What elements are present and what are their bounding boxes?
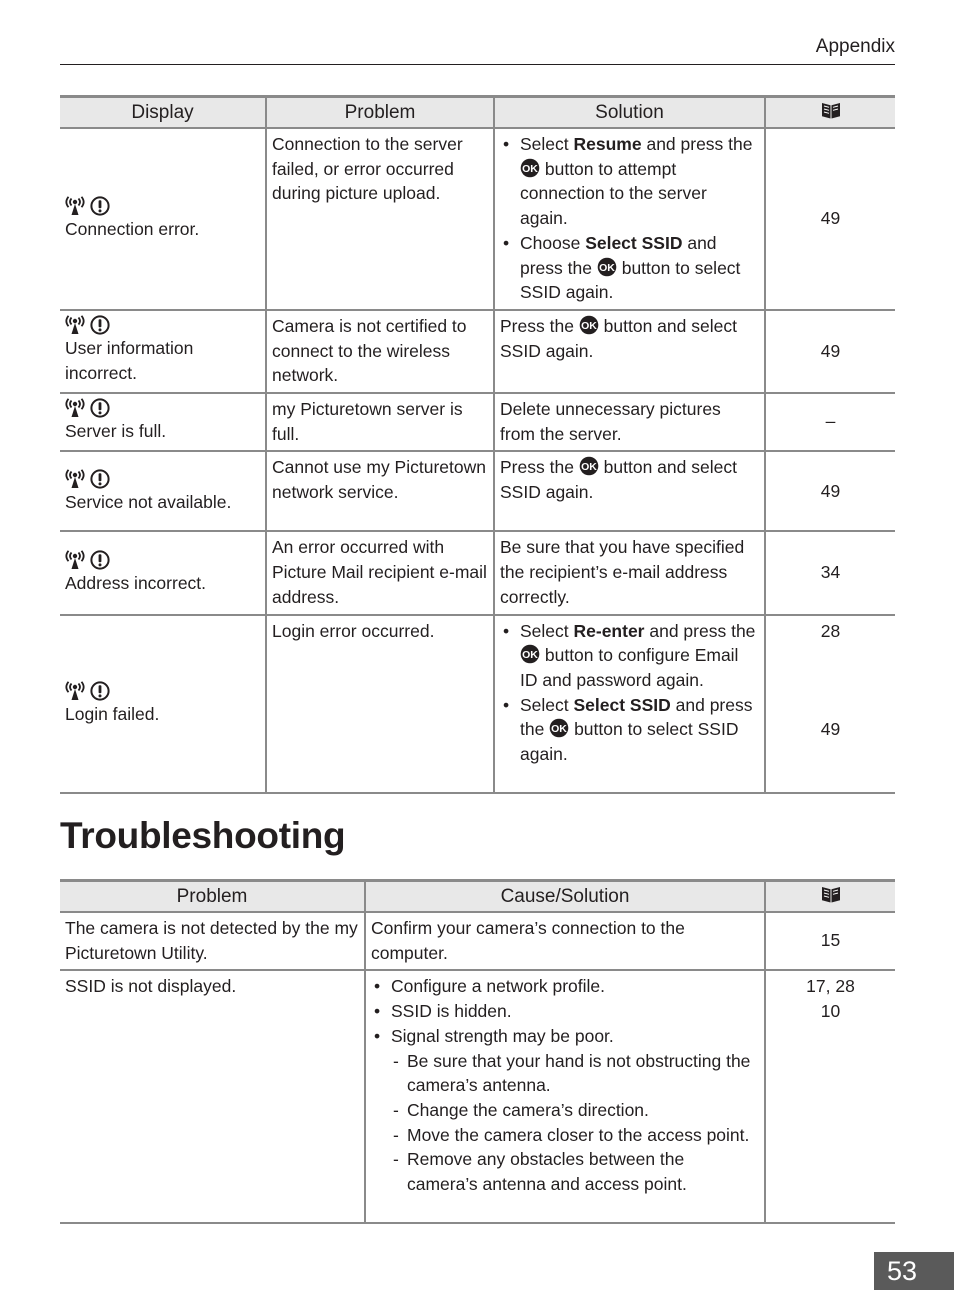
display-cell bbox=[60, 393, 266, 451]
problem-column-header: Problem bbox=[266, 97, 494, 129]
display-message: Server is full. bbox=[65, 421, 167, 442]
error-messages-table bbox=[60, 95, 895, 794]
solution-cell: Press the button and select SSID again. bbox=[494, 310, 765, 393]
wireless-antenna-icon bbox=[65, 469, 85, 489]
table-row bbox=[60, 912, 895, 970]
table-row bbox=[60, 970, 895, 1223]
table-row bbox=[60, 310, 895, 393]
solution-cell bbox=[494, 615, 765, 793]
problem-cell: Cannot use my Picturetown network service. bbox=[266, 451, 494, 531]
section-title: Troubleshooting bbox=[60, 815, 346, 856]
ok-button-icon bbox=[549, 718, 569, 738]
page-reference-cell bbox=[765, 615, 895, 793]
exclamation-circle-icon bbox=[90, 681, 110, 701]
list-item: • Configure a network profile. bbox=[371, 974, 759, 999]
list-item: • Select Re-enter and press the button to configure Email ID and password again. bbox=[500, 619, 759, 693]
sub-list-item: - Move the camera closer to the access point. bbox=[391, 1123, 759, 1148]
table-row bbox=[60, 451, 895, 531]
menu-option-label: Resume bbox=[573, 134, 642, 154]
list-item: • Select Resume and press the button to attempt connection to the server again. bbox=[500, 132, 759, 231]
solution-cell bbox=[365, 970, 765, 1223]
table-header-row bbox=[60, 881, 895, 913]
problem-cell: An error occurred with Picture Mail recipient e-mail address. bbox=[266, 531, 494, 614]
page-reference: – bbox=[765, 393, 895, 451]
problem-cell: my Picturetown server is full. bbox=[266, 393, 494, 451]
solution-cell: Press the button and select SSID again. bbox=[494, 451, 765, 531]
display-cell bbox=[60, 310, 266, 393]
display-cell bbox=[60, 531, 266, 614]
display-cell bbox=[60, 615, 266, 793]
display-message: Service not available. bbox=[65, 491, 232, 512]
page-reference: 49 bbox=[765, 451, 895, 531]
exclamation-circle-icon bbox=[90, 398, 110, 418]
status-icons bbox=[65, 314, 260, 336]
wireless-antenna-icon bbox=[65, 196, 85, 216]
page-header bbox=[60, 33, 895, 65]
solution-column-header: Solution bbox=[494, 97, 765, 129]
display-cell bbox=[60, 128, 266, 310]
exclamation-circle-icon bbox=[90, 469, 110, 489]
exclamation-circle-icon bbox=[90, 315, 110, 335]
exclamation-circle-icon bbox=[90, 550, 110, 570]
display-message: Connection error. bbox=[65, 219, 200, 240]
status-icons bbox=[65, 549, 260, 571]
page-reference-column-header bbox=[765, 97, 895, 129]
exclamation-circle-icon bbox=[90, 196, 110, 216]
book-reference-icon bbox=[821, 100, 841, 120]
sub-list-item: - Change the camera’s direction. bbox=[391, 1098, 759, 1123]
solution-cell bbox=[494, 128, 765, 310]
page-reference: 34 bbox=[765, 531, 895, 614]
display-message: Address incorrect. bbox=[65, 573, 207, 594]
problem-cell: Connection to the server failed, or error occurred during picture upload. bbox=[266, 128, 494, 310]
problem-cell: SSID is not displayed. bbox=[60, 970, 365, 1223]
list-item: • Signal strength may be poor. - Be sure that your hand is not obstructing the camera’s antenna. - Change the camera’s direction. - Move the camera closer to the access point. - Remove any obstacles between the camera’s antenna and access point. bbox=[371, 1024, 759, 1197]
solution-cell: Delete unnecessary pictures from the server. bbox=[494, 393, 765, 451]
page-reference-cell bbox=[765, 970, 895, 1223]
list-item: • Choose Select SSID and press the button to select SSID again. bbox=[500, 231, 759, 305]
page-reference: 17, 28 bbox=[806, 976, 855, 997]
menu-option-label: Select SSID bbox=[585, 232, 683, 253]
problem-cell: Login error occurred. bbox=[266, 615, 494, 793]
page-reference: 49 bbox=[765, 310, 895, 393]
ok-button-icon bbox=[579, 456, 599, 476]
ok-button-icon bbox=[597, 257, 617, 277]
menu-option-label: Re-enter bbox=[573, 620, 645, 641]
list-item: • Select Select SSID and press the button to select SSID again. bbox=[500, 693, 759, 767]
table-row bbox=[60, 615, 895, 793]
display-column-header: Display bbox=[60, 97, 266, 129]
problem-cell: The camera is not detected by the my Picturetown Utility. bbox=[60, 912, 365, 970]
table-row bbox=[60, 128, 895, 310]
table-header-row bbox=[60, 97, 895, 129]
wireless-antenna-icon bbox=[65, 398, 85, 418]
display-cell bbox=[60, 451, 266, 531]
status-icons bbox=[65, 680, 260, 702]
page-reference: 28 bbox=[820, 620, 841, 641]
solution-cell: Confirm your camera’s connection to the computer. bbox=[365, 912, 765, 970]
ok-button-icon bbox=[520, 158, 540, 178]
page-reference: 10 bbox=[820, 1001, 841, 1022]
ok-button-icon bbox=[520, 644, 540, 664]
ok-button-icon bbox=[579, 315, 599, 335]
display-message: User information incorrect. bbox=[65, 337, 194, 383]
page-number: 53 bbox=[874, 1252, 954, 1290]
status-icons bbox=[65, 195, 260, 217]
table-row bbox=[60, 393, 895, 451]
cause-solution-column-header: Cause/Solution bbox=[365, 881, 765, 913]
problem-cell: Camera is not certified to connect to the wireless network. bbox=[266, 310, 494, 393]
troubleshooting-table bbox=[60, 879, 895, 1224]
page-reference: 15 bbox=[765, 912, 895, 970]
solution-cell: Be sure that you have specified the recipient’s e-mail address correctly. bbox=[494, 531, 765, 614]
page-reference: 49 bbox=[765, 128, 895, 310]
section-label: Appendix bbox=[815, 36, 895, 57]
status-icons bbox=[65, 468, 260, 490]
page-reference: 49 bbox=[820, 719, 841, 740]
menu-option-label: Select SSID bbox=[573, 694, 671, 715]
wireless-antenna-icon bbox=[65, 315, 85, 335]
wireless-antenna-icon bbox=[65, 550, 85, 570]
status-icons bbox=[65, 397, 260, 419]
book-reference-icon bbox=[821, 884, 841, 904]
problem-column-header: Problem bbox=[60, 881, 365, 913]
page-reference-column-header bbox=[765, 881, 895, 913]
display-message: Login failed. bbox=[65, 703, 160, 724]
wireless-antenna-icon bbox=[65, 681, 85, 701]
table-row bbox=[60, 531, 895, 614]
list-item: • SSID is hidden. bbox=[371, 999, 759, 1024]
sub-list-item: - Be sure that your hand is not obstructing the camera’s antenna. bbox=[391, 1049, 759, 1098]
sub-list-item: - Remove any obstacles between the camera’s antenna and access point. bbox=[391, 1147, 759, 1196]
